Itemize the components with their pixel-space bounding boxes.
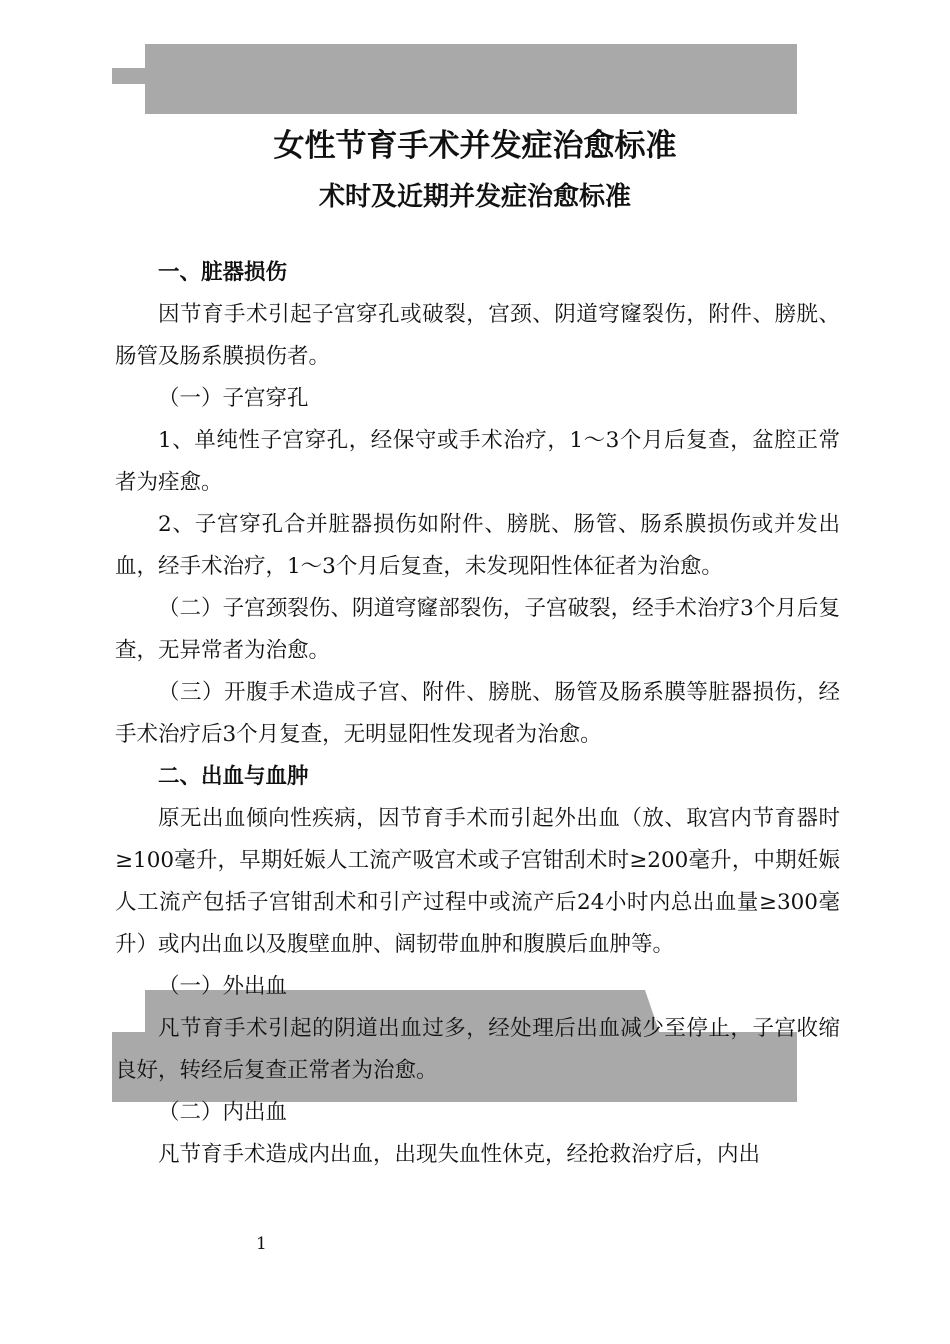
paragraph: （一）子宫穿孔 (158, 386, 309, 411)
document-body (115, 252, 840, 1176)
paragraph: 2、子宫穿孔合并脏器损伤如附件、膀胱、肠管、肠系膜损伤或并发出血，经手术治疗，1～3个月后复查，未发现阳性体征者为治愈。 (115, 512, 840, 579)
document-subtitle: 术时及近期并发症治愈标准 (318, 182, 631, 212)
paragraph: （二）子宫颈裂伤、阴道穹窿部裂伤，子宫破裂，经手术治疗3个月后复查，无异常者为治愈。 (115, 596, 840, 663)
paragraph: 因节育手术引起子宫穿孔或破裂，宫颈、阴道穹窿裂伤，附件、膀胱、肠管及肠系膜损伤者。 (115, 302, 840, 369)
paragraph: （三）开腹手术造成子宫、附件、膀胱、肠管及肠系膜等脏器损伤，经手术治疗后3个月复查，无明显阳性发现者为治愈。 (115, 680, 840, 747)
page-number: 1 (256, 1234, 267, 1254)
document-title: 女性节育手术并发症治愈标准 (273, 128, 677, 164)
paragraph: （一）外出血 (158, 974, 288, 999)
section-heading: 二、出血与血肿 (158, 764, 309, 789)
paragraph: 原无出血倾向性疾病，因节育手术而引起外出血（放、取宫内节育器时≥100毫升，早期妊娠人工流产吸宫术或子宫钳刮术时≥200毫升，中期妊娠人工流产包括子宫钳刮术和引产过程中或流产后24小时内总出血量≥300毫升）或内出血以及腹壁血肿、阔韧带血肿和腹膜后血肿等。 (115, 806, 840, 957)
scan-shade-top-tab (112, 68, 148, 84)
section-heading: 一、脏器损伤 (158, 260, 288, 285)
paragraph: （二）内出血 (158, 1100, 288, 1125)
scan-shade-top (145, 44, 797, 114)
paragraph: 1、单纯性子宫穿孔，经保守或手术治疗，1～3个月后复查，盆腔正常者为痊愈。 (115, 428, 840, 495)
paragraph: 凡节育手术引起的阴道出血过多，经处理后出血减少至停止，子宫收缩良好，转经后复查正常者为治愈。 (115, 1016, 840, 1083)
paragraph: 凡节育手术造成内出血，出现失血性休克，经抢救治疗后，内出 (158, 1142, 761, 1167)
